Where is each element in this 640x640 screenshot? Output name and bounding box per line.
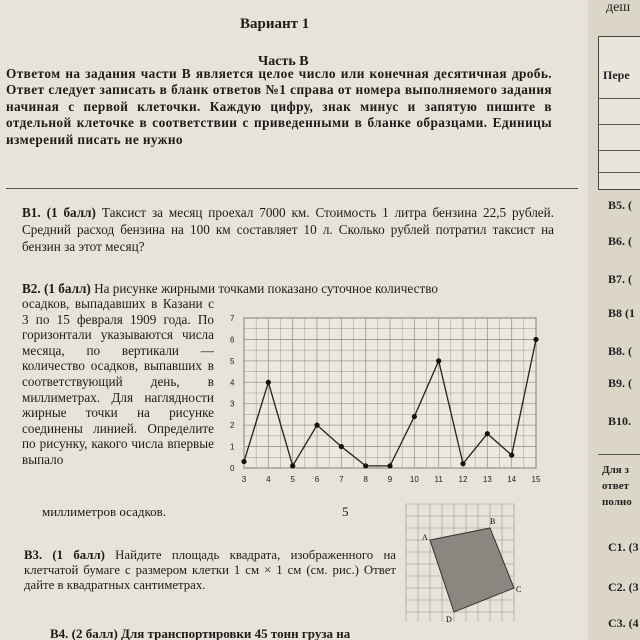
x-tick-label: 8 (363, 475, 368, 484)
vertex-d-label: D (446, 615, 452, 624)
task-label-b8-first: В8 (1 (608, 306, 635, 320)
x-tick-label: 6 (314, 475, 320, 484)
data-point (412, 414, 417, 419)
answer-table-row-line (598, 124, 640, 125)
part-title: Часть В (258, 54, 309, 69)
gray-square (430, 528, 514, 612)
task-b2-body: осадков, выпадавших в Казани с 3 по 15 февраля 1909 года. По горизонтали указываются числа месяца, по вертикали — количество осадков, выпавших в соответствующий день, в миллиметрах. Для наглядности жирные точки на рисунке соединены линией. Определите по рисунку, какого числа впервые выпало (22, 296, 214, 467)
task-b4: В4. (2 балл) Для транспортировки 45 тонн груза на (50, 626, 351, 640)
instructions-text: Ответом на задания части В является целое число или конечная десятичная дробь. Ответ следует записать в бланк ответов №1 справа от номера выполняемого задания начиная с первой клеточки. Каждую цифру, знак минус и запятую пишите в отдельной клеточке в соответствии с приведенными в бланке образцами. Единицы измерений писать не нужно (6, 66, 552, 147)
x-tick-label: 15 (531, 475, 541, 484)
x-tick-label: 10 (409, 475, 419, 484)
square-figure (402, 500, 522, 626)
task-label-b10: В10. (608, 414, 632, 428)
answer-table (598, 36, 640, 190)
vertex-c-label: C (516, 585, 522, 594)
task-b2-head-text: На рисунке жирными точками показано суточное количество (94, 281, 438, 296)
divider (6, 188, 578, 189)
data-point (485, 431, 490, 436)
task-b3 (24, 548, 396, 594)
x-tick-label: 5 (290, 475, 295, 484)
answer-table-row-line (598, 150, 640, 151)
answer-table-row-line (598, 172, 640, 173)
variant-title: Вариант 1 (240, 16, 310, 32)
task-b2-answer-value: 5 (342, 504, 349, 519)
note-line-1: Для з (602, 464, 629, 476)
note-line-3: полно (602, 496, 632, 508)
data-point (460, 461, 465, 466)
x-tick-label: 12 (458, 475, 468, 484)
x-tick-label: 4 (266, 475, 271, 484)
precipitation-chart (216, 308, 550, 496)
answer-table-header: Пере (603, 68, 630, 82)
task-label-b5: В5. ( (608, 198, 632, 212)
data-point (241, 459, 246, 464)
y-tick-label: 3 (230, 399, 235, 409)
x-tick-label: 9 (387, 475, 393, 484)
task-b3-label: В3. (1 балл) (24, 548, 105, 562)
y-tick-label: 6 (230, 335, 235, 345)
x-tick-label: 3 (241, 475, 247, 484)
x-tick-label: 7 (339, 475, 344, 484)
y-tick-label: 1 (230, 442, 235, 452)
task-label-c1: С1. (3 (608, 540, 639, 554)
data-point (436, 358, 441, 363)
data-point (387, 463, 392, 468)
data-point (339, 444, 344, 449)
y-tick-label: 5 (230, 356, 235, 366)
data-point (290, 463, 295, 468)
data-point (533, 337, 538, 342)
task-label-b9: В9. ( (608, 376, 632, 390)
data-point (314, 423, 319, 428)
task-b3-text: Найдите площадь квадрата, изображенного на клетчатой бумаге с размером клетки 1 см × 1 см (см. рис.) Ответ дайте в квадратных сантиметрах. (24, 548, 396, 593)
x-tick-label: 13 (482, 475, 492, 484)
answer-table-row-line (598, 98, 640, 99)
note-line-2: ответ (602, 480, 629, 492)
y-tick-label: 0 (230, 464, 235, 473)
task-label-c2: С2. (3 (608, 580, 639, 594)
task-label-b6: В6. ( (608, 234, 632, 248)
task-b2-tail-text: миллиметров осадков. (42, 504, 167, 519)
task-b2-tail (42, 504, 349, 519)
y-tick-label: 2 (230, 421, 235, 431)
y-tick-label: 4 (230, 378, 235, 388)
task-b1-text: Таксист за месяц проехал 7000 км. Стоимость 1 литра бензина 22,5 рублей. Средний расход бензина на 100 км составляет 10 л. Сколько рублей потратил таксист на бензин за этот месяц? (22, 205, 554, 254)
task-label-b7: В7. ( (608, 272, 632, 286)
answer-sheet-divider (598, 454, 640, 455)
y-tick-label: 7 (230, 314, 235, 323)
task-b2-label: В2. (1 балл) (22, 281, 91, 296)
vertex-b-label: B (490, 517, 496, 526)
x-tick-label: 14 (507, 475, 517, 484)
data-point (266, 380, 271, 385)
task-label-c3: С3. (4 (608, 616, 639, 630)
vertex-a-label: A (422, 533, 428, 542)
task-b2-head (22, 280, 554, 297)
data-point (509, 453, 514, 458)
answer-sheet-top-text: деш (606, 0, 631, 15)
task-label-b8: В8. ( (608, 344, 632, 358)
task-b1-label: В1. (1 балл) (22, 205, 96, 220)
x-tick-label: 11 (434, 475, 443, 484)
data-point (363, 463, 368, 468)
task-b1 (22, 204, 554, 255)
